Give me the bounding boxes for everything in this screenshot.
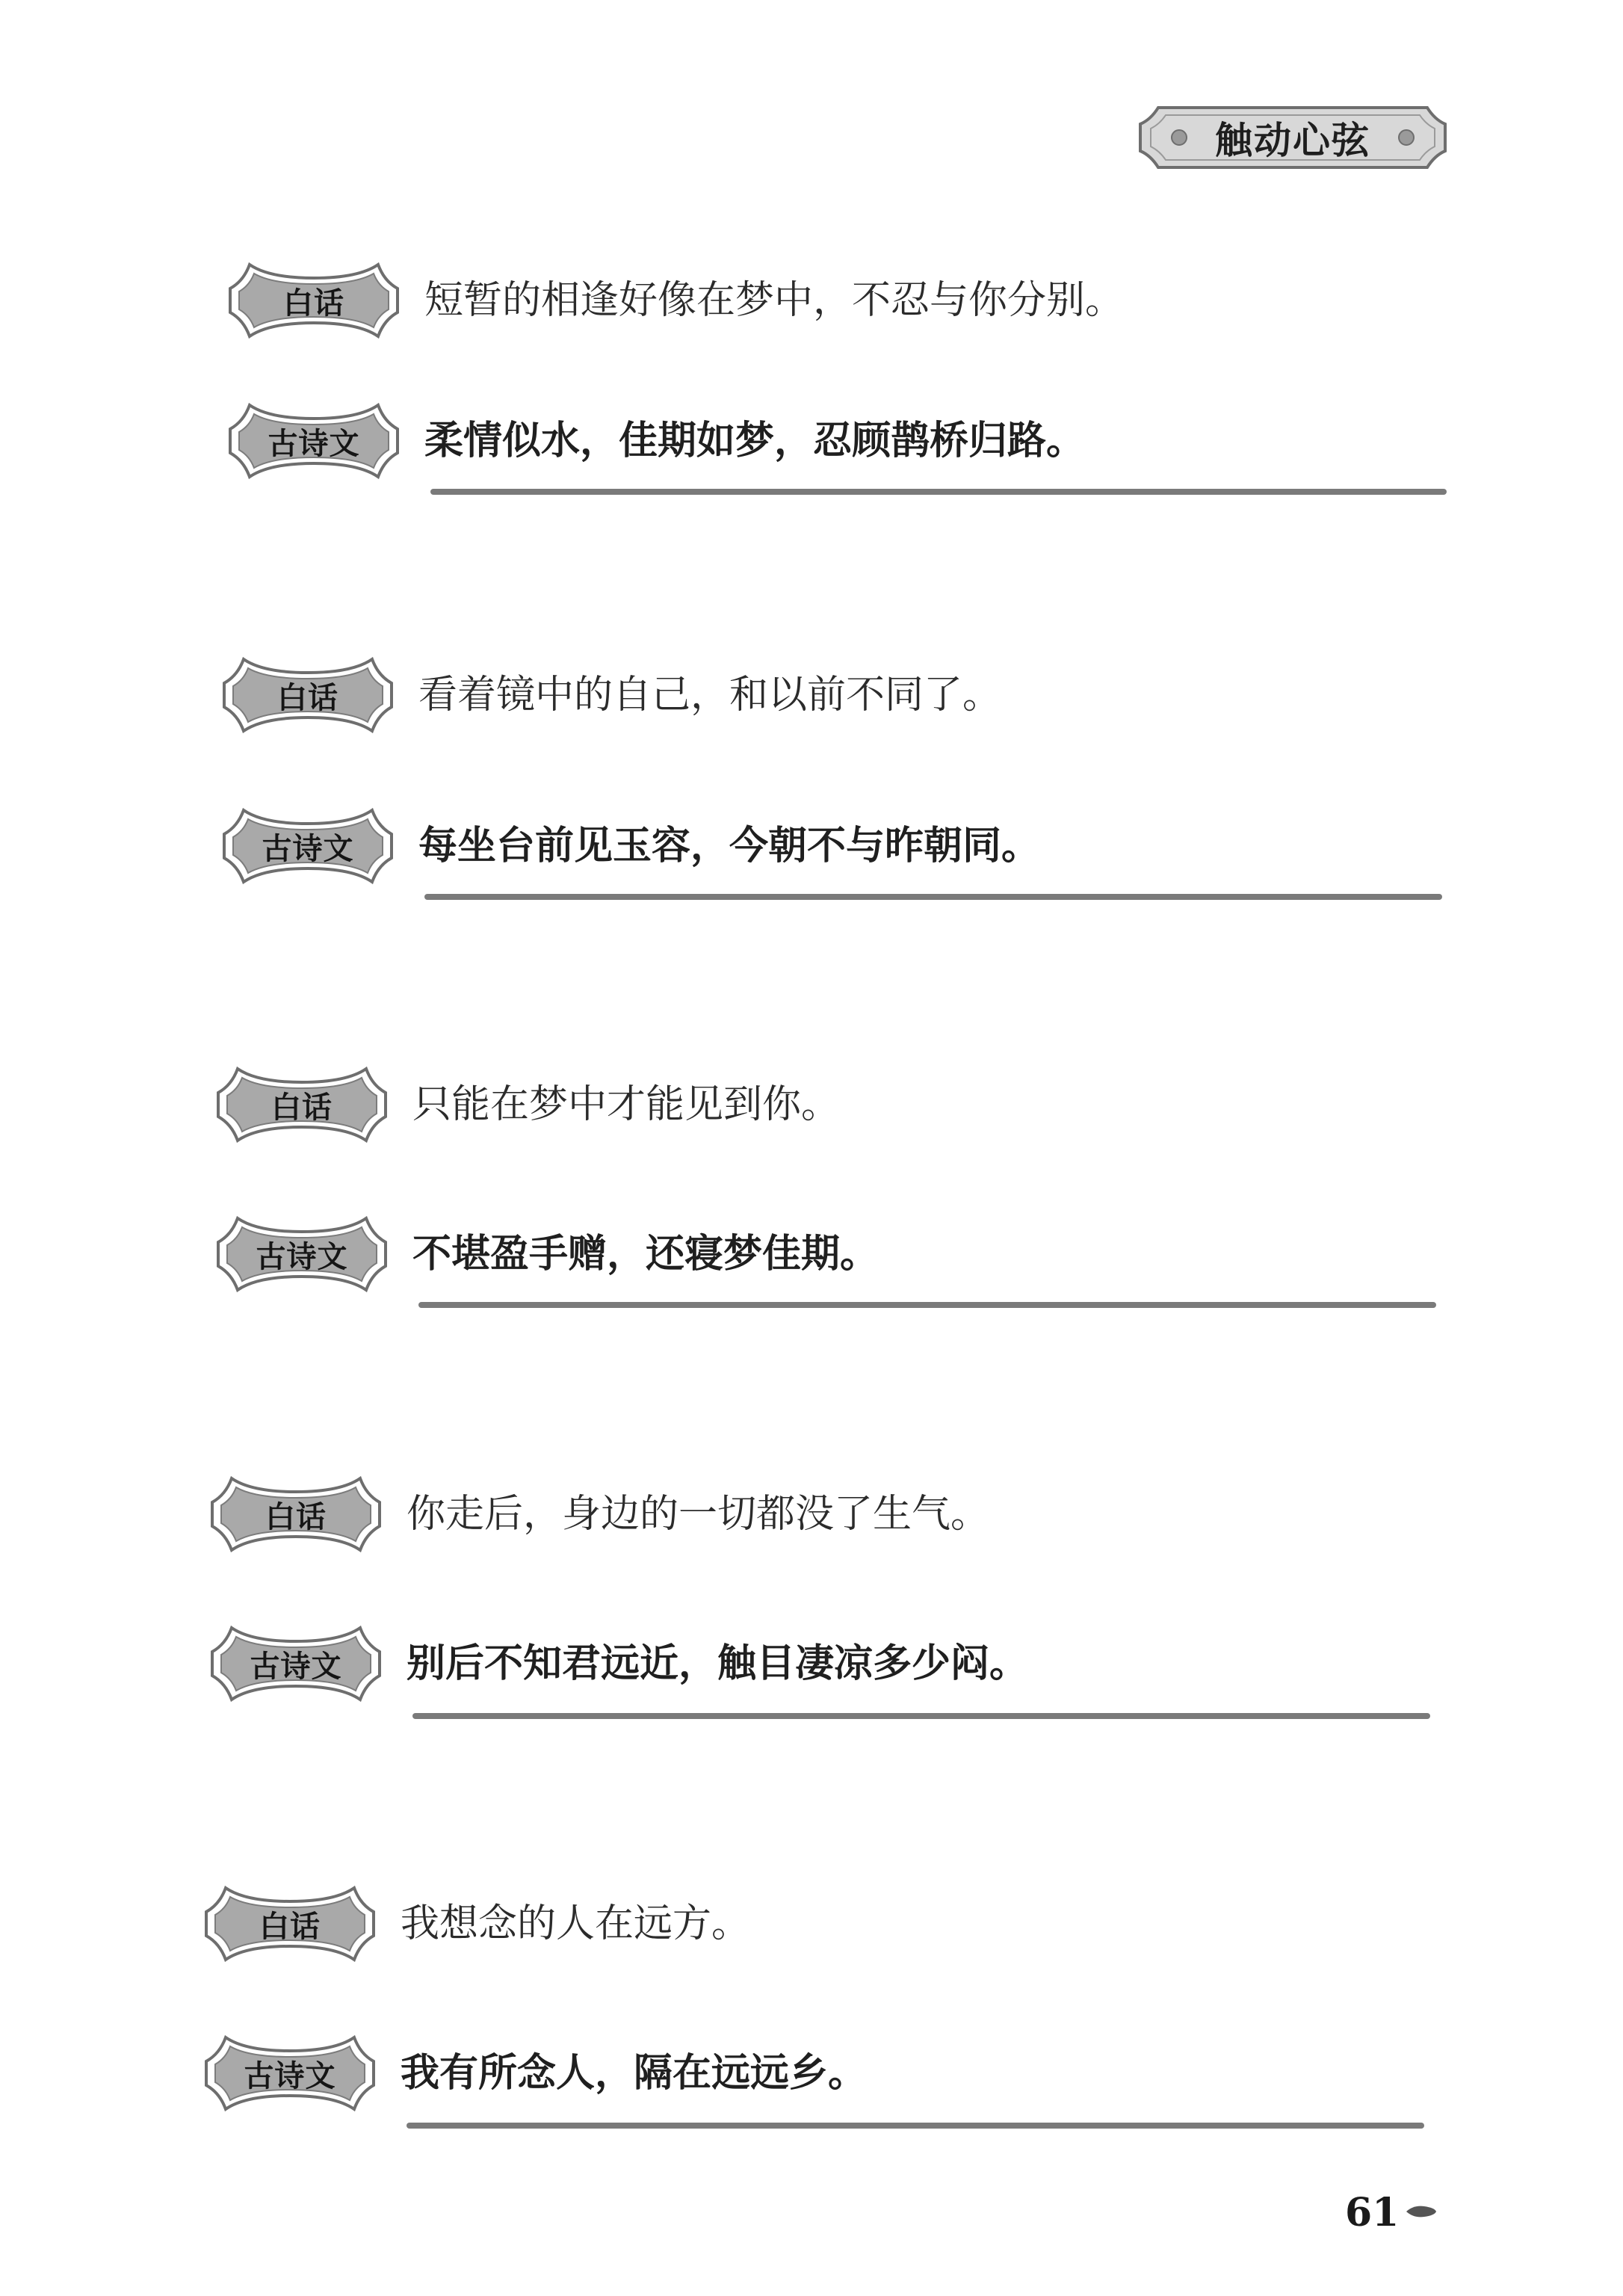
classic-badge [200, 2028, 380, 2118]
divider-underline [430, 489, 1447, 495]
classic-row [218, 801, 1488, 891]
classic-sentence: 不堪盈手赠，还寝梦佳期。 [412, 1232, 879, 1277]
page-ornament-icon [1405, 2203, 1438, 2220]
classic-badge [218, 801, 398, 891]
modern-row [212, 1060, 1483, 1149]
badge-label: 白话 [259, 1909, 321, 1944]
modern-badge [200, 1879, 380, 1969]
badge-label: 白话 [283, 286, 344, 321]
classic-row [212, 1209, 1483, 1299]
modern-sentence: 短暂的相逢好像在梦中，不忍与你分别。 [424, 278, 1125, 323]
modern-badge [212, 1060, 392, 1149]
classic-sentence: 每坐台前见玉容，今朝不与昨朝同。 [418, 824, 1041, 868]
classic-row [224, 396, 1494, 486]
chapter-title: 触动心弦 [1215, 119, 1370, 162]
modern-badge [218, 650, 398, 740]
classic-badge [212, 1209, 392, 1299]
badge-label: 古诗文 [244, 2058, 336, 2093]
chapter-tag [1136, 102, 1450, 173]
badge-label: 白话 [271, 1090, 333, 1125]
modern-badge [224, 256, 404, 345]
divider-underline [412, 1713, 1430, 1719]
modern-row [218, 650, 1488, 740]
modern-sentence: 你走后，身边的一切都没了生气。 [406, 1492, 990, 1537]
divider-underline [406, 2123, 1424, 2129]
badge-label: 白话 [265, 1499, 327, 1534]
modern-row [206, 1469, 1477, 1559]
modern-row [200, 1879, 1471, 1969]
divider-underline [424, 894, 1442, 900]
page-number: 61 [1345, 2190, 1400, 2235]
classic-badge [206, 1619, 386, 1709]
modern-badge [206, 1469, 386, 1559]
badge-label: 白话 [277, 680, 338, 715]
badge-label: 古诗文 [268, 426, 360, 461]
badge-label: 古诗文 [262, 831, 354, 866]
modern-row [224, 256, 1494, 345]
badge-label: 古诗文 [256, 1239, 348, 1274]
classic-row [206, 1619, 1477, 1709]
classic-sentence: 柔情似水，佳期如梦，忍顾鹊桥归路。 [424, 419, 1086, 463]
classic-sentence: 别后不知君远近，触目凄凉多少闷。 [406, 1641, 1029, 1686]
classic-row [200, 2028, 1471, 2118]
modern-sentence: 看着镜中的自己，和以前不同了。 [418, 673, 1002, 718]
modern-sentence: 我想念的人在远方。 [401, 1901, 751, 1946]
classic-sentence: 我有所念人，隔在远远乡。 [401, 2051, 868, 2096]
divider-underline [418, 1302, 1436, 1308]
badge-label: 古诗文 [250, 1649, 342, 1684]
modern-sentence: 只能在梦中才能见到你。 [412, 1082, 841, 1127]
classic-badge [224, 396, 404, 486]
